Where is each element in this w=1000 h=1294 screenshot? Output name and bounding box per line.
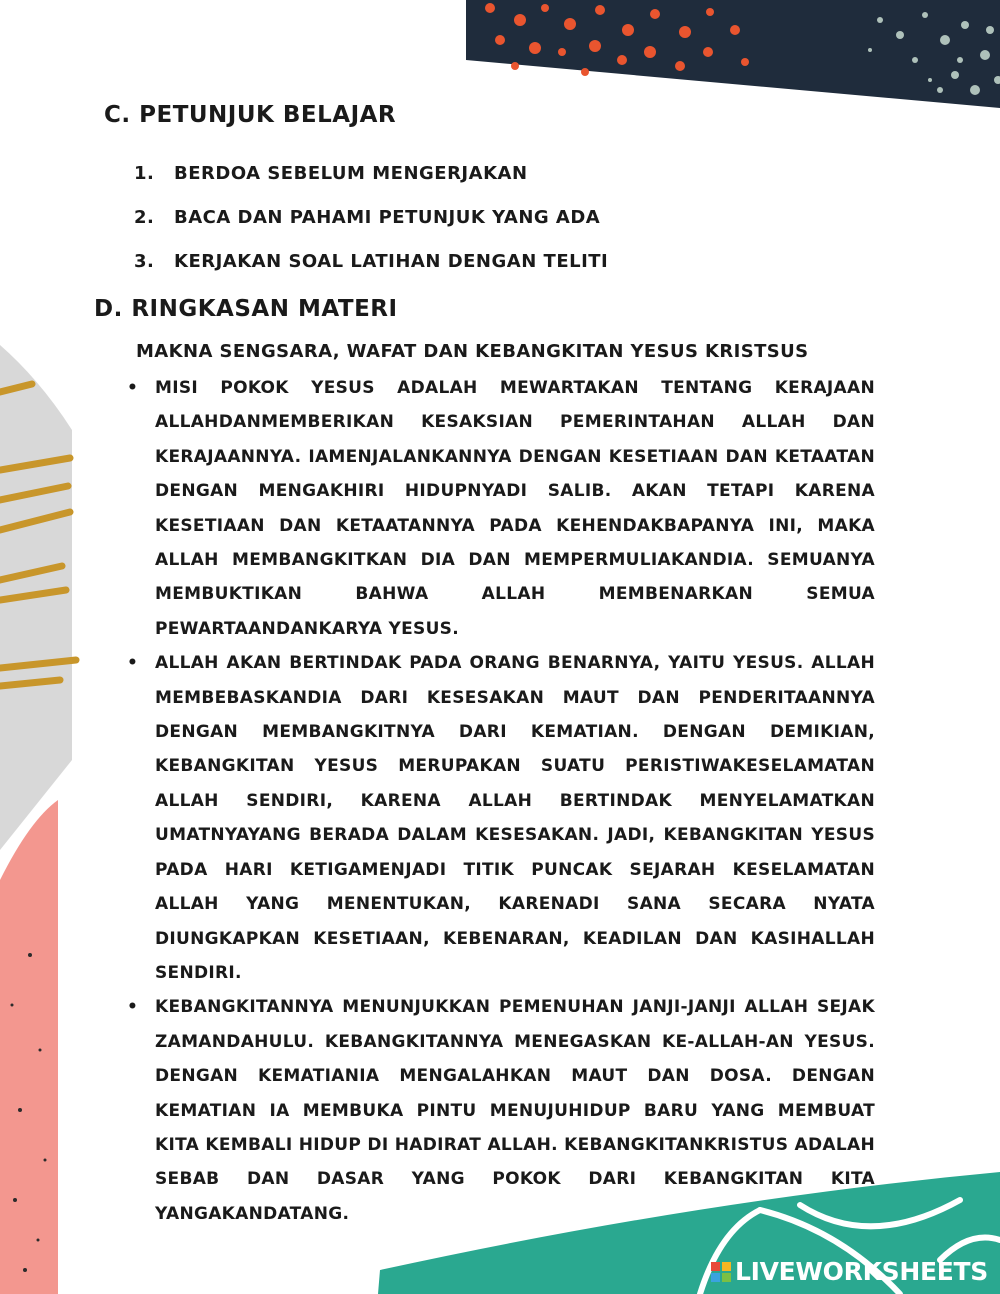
step-text: BERDOA SEBELUM MENGERJAKAN — [174, 163, 528, 184]
list-item — [134, 204, 608, 248]
top-right-navy-shape — [466, 0, 1000, 108]
list-item — [127, 371, 875, 646]
list-item — [127, 990, 875, 1231]
step-text: BACA DAN PAHAMI PETUNJUK YANG ADA — [174, 207, 601, 228]
bullet-icon: • — [127, 997, 139, 1018]
list-item — [127, 646, 875, 990]
material-summary-list — [127, 371, 875, 1231]
step-number: 2. — [134, 207, 155, 228]
list-item — [134, 248, 608, 292]
section-d-title: D. RINGKASAN MATERI — [94, 296, 398, 322]
paragraph-text: KEBANGKITANNYA MENUNJUKKAN PEMENUHAN JANJI-JANJI ALLAH SEJAK ZAMANDAHULU. KEBANGKITANNYA MENEGASKAN KE-ALLAH-AN YESUS. DENGAN KEMATIANIA MENGALAHKAN MAUT DAN DOSA. DENGAN KEMATIAN IA MEMBUKA PINTU MENUJUHIDUP BARU YANG MEMBUAT KITA KEMBALI HIDUP DI HADIRAT ALLAH. KEBANGKITANKRISTUS ADALAH SEBAB DAN DASAR YANG POKOK DARI KEBANGKITAN KITA YANGAKANDATANG. — [155, 997, 875, 1224]
step-number: 3. — [134, 251, 155, 272]
list-item — [134, 160, 608, 204]
study-instructions-list — [134, 160, 608, 292]
step-number: 1. — [134, 163, 155, 184]
step-text: KERJAKAN SOAL LATIHAN DENGAN TELITI — [174, 251, 609, 272]
paragraph-text: ALLAH AKAN BERTINDAK PADA ORANG BENARNYA, YAITU YESUS. ALLAH MEMBEBASKANDIA DARI KESESAKAN MAUT DAN PENDERITAANNYA DENGAN MEMBANGKITNYA DARI KEMATIAN. DENGAN DEMIKIAN, KEBANGKITAN YESUS MERUPAKAN SUATU PERISTIWAKESELAMATAN ALLAH SENDIRI, KARENA ALLAH BERTINDAK MENYELAMATKAN UMATNYAYANG BERADA DALAM KESESAKAN. JADI, KEBANGKITAN YESUS PADA HARI KETIGAMENJADI TITIK PUNCAK SEJARAH KESELAMATAN ALLAH YANG MENENTUKAN, KARENADI SANA SECARA NYATA DIUNGKAPKAN KESETIAAN, KEBENARAN, KEADILAN DAN KASIHALLAH SENDIRI. — [155, 653, 875, 983]
watermark-text: LIVEWORKSHEETS — [734, 1257, 988, 1286]
paragraph-text: MISI POKOK YESUS ADALAH MEWARTAKAN TENTANG KERAJAAN ALLAHDANMEMBERIKAN KESAKSIAN PEMERINTAHAN ALLAH DAN KERAJAANNYA. IAMENJALANKANNYA DENGAN KESETIAAN DAN KETAATAN DENGAN MENGAKHIRI HIDUPNYADI SALIB. AKAN TETAPI KARENA KESETIAAN DAN KETAATANNYA PADA KEHENDAKBAPANYA INI, MAKA ALLAH MEMBANGKITKAN DIA DAN MEMPERMULIAKANDIA. SEMUANYA MEMBUKTIKAN BAHWA ALLAH MEMBENARKAN SEMUA PEWARTAANDANKARYA YESUS. — [155, 378, 875, 639]
liveworksheets-logo-icon — [711, 1262, 731, 1282]
left-salmon-shape — [0, 800, 58, 1294]
section-c-title: C. PETUNJUK BELAJAR — [104, 102, 397, 128]
liveworksheets-watermark — [711, 1257, 988, 1286]
material-subtitle: MAKNA SENGSARA, WAFAT DAN KEBANGKITAN YESUS KRISTSUS — [136, 341, 809, 362]
bullet-icon: • — [127, 653, 139, 674]
bullet-icon: • — [127, 378, 139, 398]
